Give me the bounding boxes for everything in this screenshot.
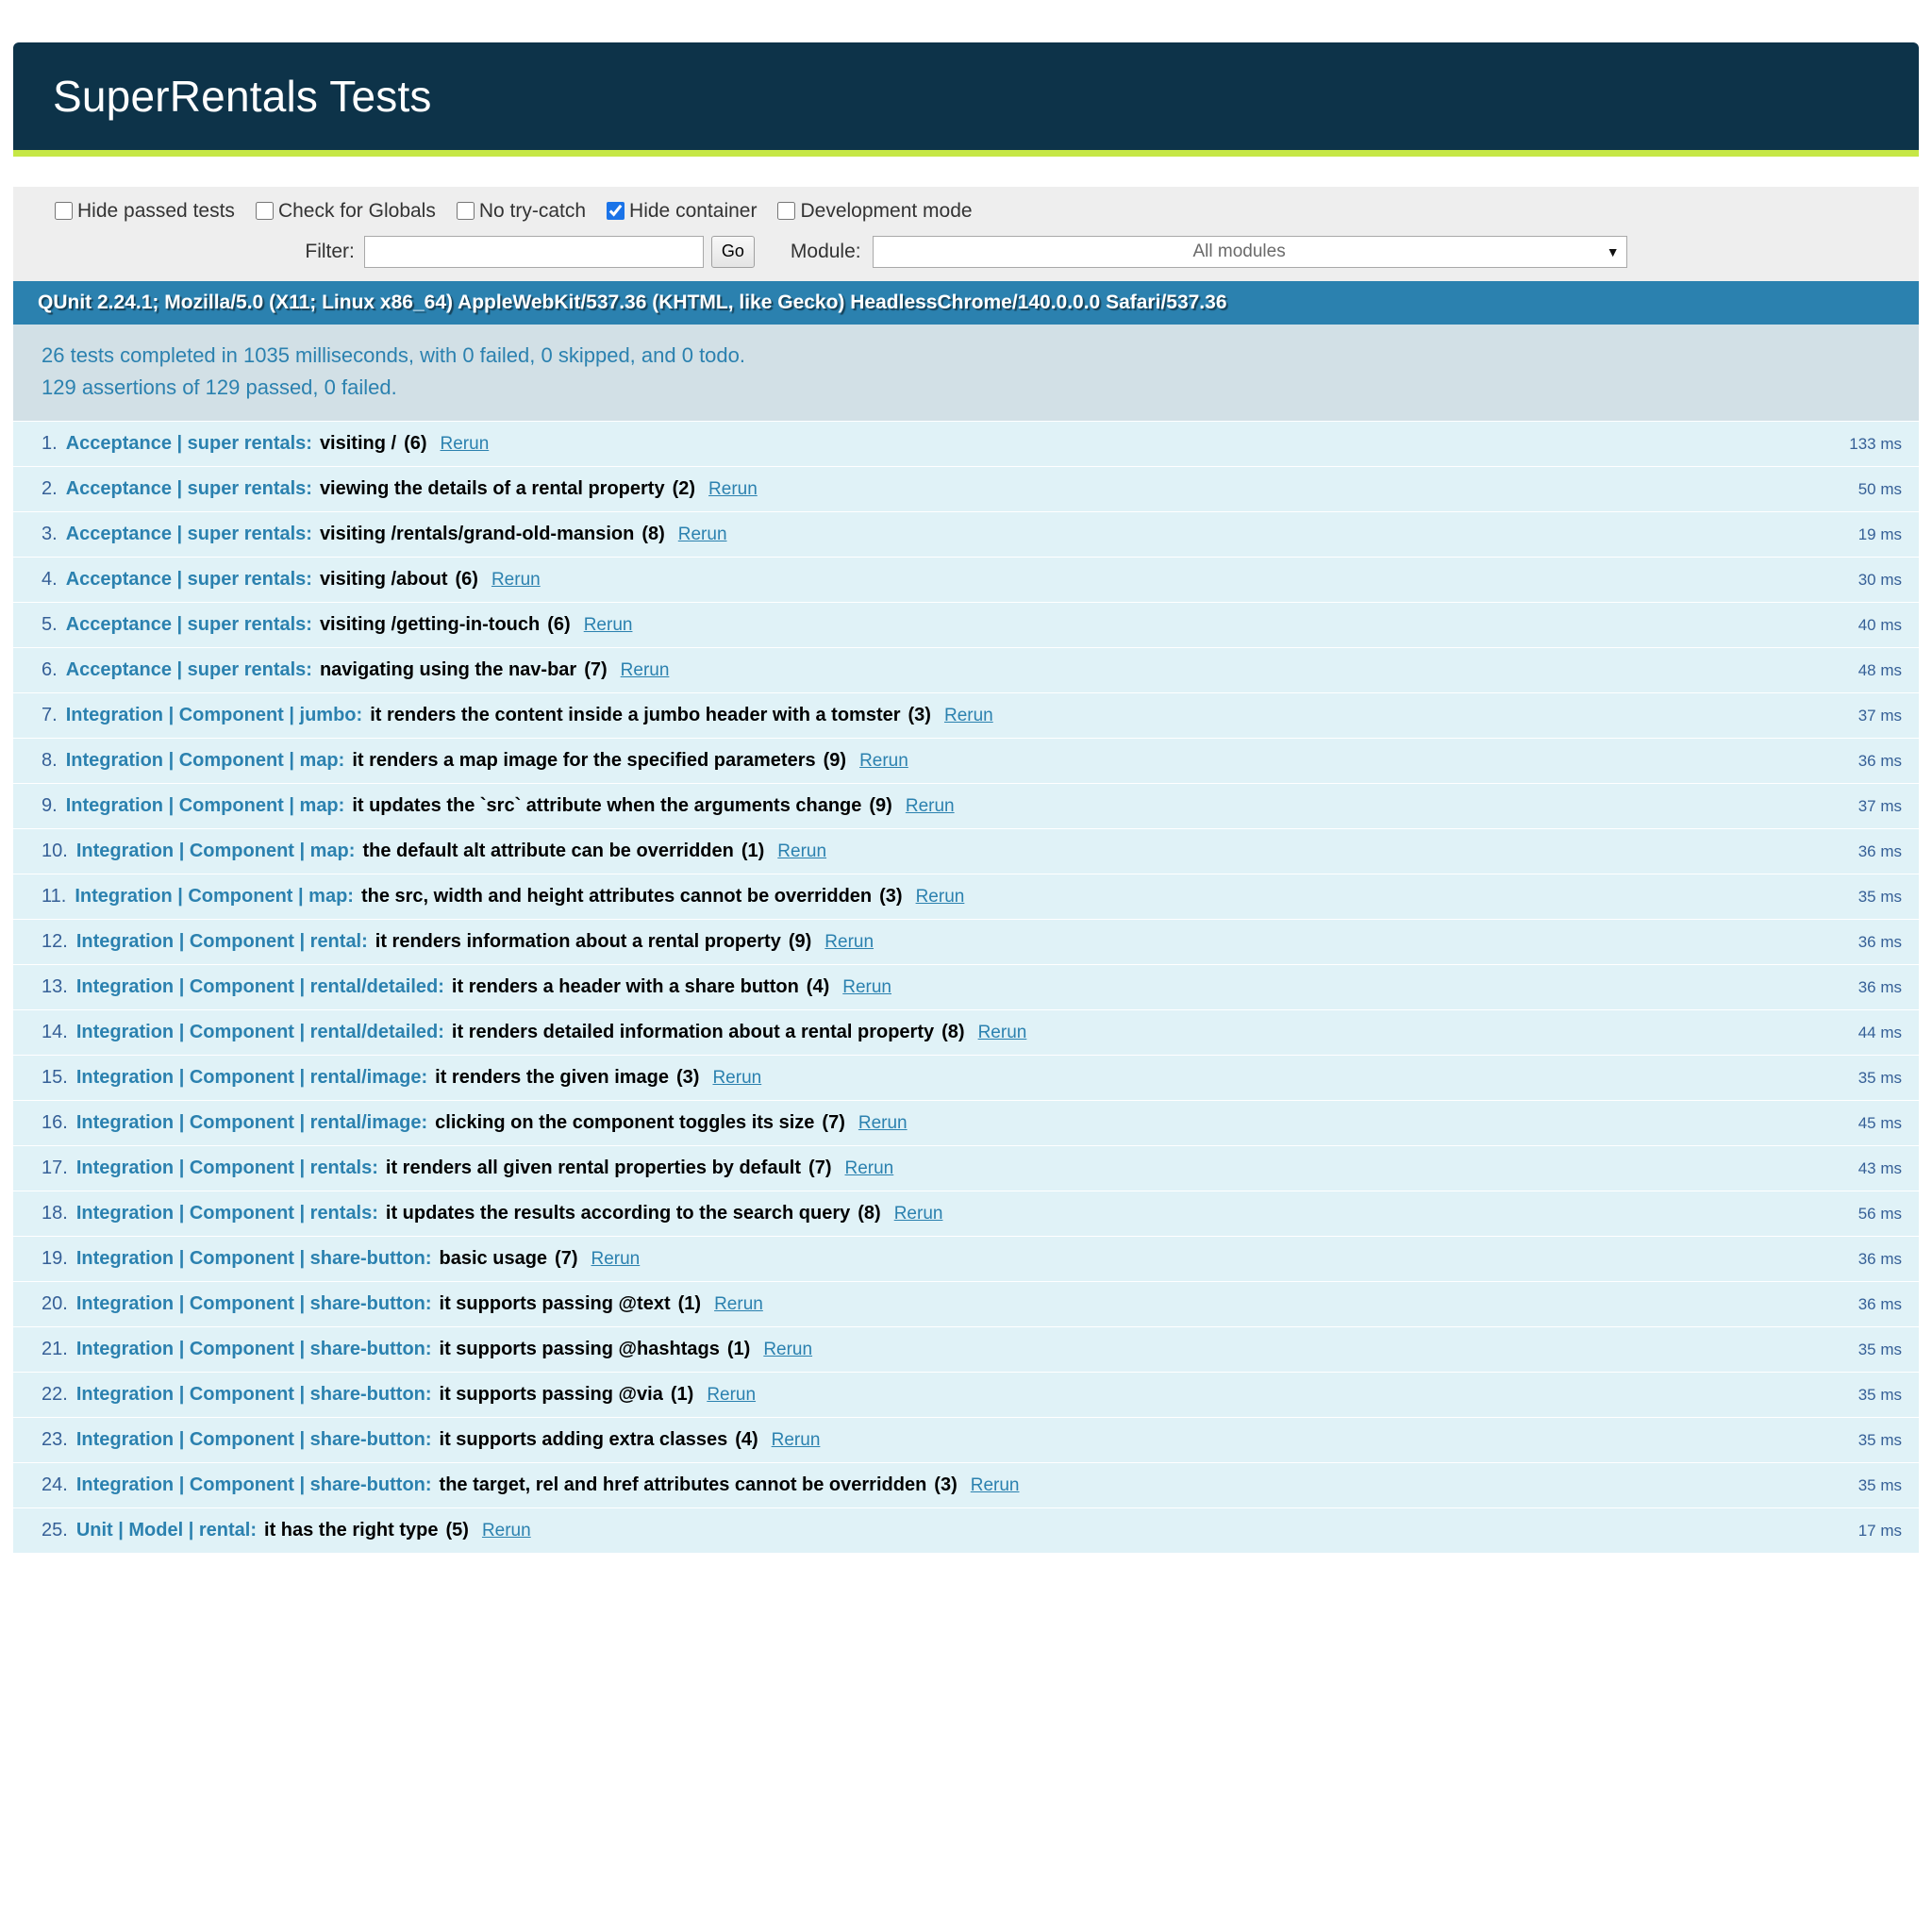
test-runtime: 36 ms [1857,841,1902,860]
assertion-counts: (3) [908,704,931,725]
test-list-item[interactable] [13,1237,1919,1282]
test-module-name: Integration | Component | share-button: [75,1338,432,1359]
test-result-summary [13,325,1919,422]
test-module-name: Integration | Component | share-button: [75,1474,432,1495]
test-module-name: Integration | Component | rental/detailed: [75,1021,444,1042]
test-name: it supports passing @hashtags [439,1338,720,1359]
test-module-name: Acceptance | super rentals: [65,477,312,499]
test-list-item[interactable] [13,784,1919,829]
rerun-link[interactable]: Rerun [777,841,827,861]
rerun-link[interactable]: Rerun [707,1384,757,1405]
test-index: 10. [42,840,68,861]
test-module-name: Integration | Component | rentals: [75,1202,378,1224]
test-index: 24. [42,1474,68,1495]
test-list-item[interactable] [13,920,1919,965]
test-name: viewing the details of a rental property [319,477,665,499]
test-list-item[interactable] [13,1463,1919,1508]
assertion-counts: (1) [726,1338,751,1359]
test-runtime: 35 ms [1857,1385,1902,1404]
filter-label: Filter: [305,240,355,262]
rerun-link[interactable]: Rerun [440,433,490,454]
test-module-name: Integration | Component | rentals: [75,1157,378,1178]
rerun-link[interactable]: Rerun [893,1203,943,1224]
test-module-name: Integration | Component | rental/image: [75,1111,428,1133]
test-runtime: 36 ms [1857,1249,1902,1268]
rerun-link[interactable]: Rerun [583,614,633,635]
test-list-item[interactable] [13,1373,1919,1418]
toolbar-checkbox-check-for-globals[interactable] [256,200,436,223]
hide-container-label: Hide container [629,199,758,222]
test-index: 20. [42,1292,68,1314]
test-module-name: Integration | Component | rental: [75,930,368,952]
no-try-catch-label: No try-catch [478,199,587,222]
test-list-item[interactable] [13,1191,1919,1237]
test-module-name: Acceptance | super rentals: [65,568,312,590]
toolbar-checkbox-hide-passed-tests[interactable] [55,200,235,223]
test-index: 13. [42,975,68,997]
test-module-name: Integration | Component | map: [75,885,354,907]
test-index: 11. [42,885,67,907]
page-title: SuperRentals Tests [13,42,1919,157]
test-module-name: Acceptance | super rentals: [65,432,312,454]
test-list-item[interactable] [13,1418,1919,1463]
test-runtime: 36 ms [1857,932,1902,951]
toolbar-filter-checkboxes [13,187,1919,232]
test-name: it renders a map image for the specified parameters [352,749,816,771]
assertion-counts: (5) [445,1519,469,1541]
test-name: visiting / [319,432,397,454]
test-module-name: Acceptance | super rentals: [65,613,312,635]
test-runtime: 35 ms [1857,887,1902,906]
test-index: 16. [42,1111,68,1133]
go-button[interactable]: Go [711,236,755,268]
test-index: 17. [42,1157,68,1178]
rerun-link[interactable]: Rerun [970,1474,1020,1495]
hide-passed-tests-checkbox[interactable] [55,202,73,220]
toolbar-checkbox-no-try-catch[interactable] [457,200,586,223]
test-index: 12. [42,930,68,952]
rerun-link[interactable]: Rerun [844,1158,894,1178]
test-list-item[interactable] [13,422,1919,467]
test-runtime: 36 ms [1857,751,1902,770]
test-list-item[interactable] [13,467,1919,512]
test-list-item[interactable] [13,603,1919,648]
test-index: 14. [42,1021,68,1042]
test-name: it renders all given rental properties by default [385,1157,802,1178]
test-module-name: Integration | Component | share-button: [75,1383,432,1405]
test-name: visiting /about [319,568,448,590]
search-input[interactable] [364,236,704,268]
test-index: 25. [42,1519,68,1541]
assertion-counts: (8) [641,523,665,544]
assertion-counts: (9) [823,749,847,771]
test-list [13,422,1919,1554]
chevron-down-icon: ▼ [1606,243,1620,259]
test-result-line-2: 129 assertions of 129 passed, 0 failed. [42,375,397,399]
rerun-link[interactable]: Rerun [677,524,727,544]
assertion-counts: (7) [584,658,608,680]
module-label: Module: [790,240,861,262]
test-name: it supports passing @text [439,1292,671,1314]
test-name: it renders a header with a share button [451,975,799,997]
test-module-name: Integration | Component | jumbo: [65,704,363,725]
test-name: it supports adding extra classes [439,1428,728,1450]
assertion-counts: (6) [547,613,571,635]
test-runtime: 40 ms [1857,615,1902,634]
toolbar-filter-row [13,232,1919,281]
test-runtime: 44 ms [1857,1023,1902,1041]
test-name: it renders detailed information about a rental property [451,1021,935,1042]
test-list-item[interactable] [13,829,1919,874]
rerun-link[interactable]: Rerun [708,478,758,499]
test-module-name: Integration | Component | rental/detailed: [75,975,444,997]
qunit-toolbar [13,186,1919,281]
test-list-item[interactable] [13,1282,1919,1327]
test-name: basic usage [439,1247,548,1269]
no-try-catch-checkbox[interactable] [457,202,475,220]
test-runtime: 37 ms [1857,706,1902,724]
test-module-name: Acceptance | super rentals: [65,523,312,544]
test-index: 9. [42,794,58,816]
test-index: 19. [42,1247,68,1269]
assertion-counts: (9) [869,794,892,816]
test-index: 2. [42,477,58,499]
test-module-name: Integration | Component | map: [75,840,356,861]
toolbar-checkbox-development-mode[interactable] [777,200,972,223]
test-list-item[interactable] [13,1101,1919,1146]
test-name: visiting /rentals/grand-old-mansion [319,523,635,544]
test-index: 23. [42,1428,68,1450]
test-runtime: 19 ms [1857,525,1902,543]
rerun-link[interactable]: Rerun [591,1248,641,1269]
assertion-counts: (3) [879,885,903,907]
test-result-line-1: 26 tests completed in 1035 milliseconds, with 0 failed, 0 skipped, and 0 todo. [42,342,746,367]
test-runtime: 35 ms [1857,1475,1902,1494]
test-runtime: 50 ms [1857,479,1902,498]
test-index: 7. [42,704,58,725]
test-index: 6. [42,658,58,680]
test-index: 8. [42,749,58,771]
test-list-item[interactable] [13,512,1919,558]
test-name: it updates the results according to the search query [385,1202,851,1224]
test-index: 5. [42,613,58,635]
test-name: visiting /getting-in-touch [319,613,541,635]
test-runtime: 133 ms [1849,434,1902,453]
qunit-container [13,42,1919,1554]
test-module-name: Integration | Component | map: [65,794,345,816]
test-module-name: Unit | Model | rental: [75,1519,258,1541]
development-mode-label: Development mode [800,199,973,222]
test-index: 1. [42,432,58,454]
check-for-globals-label: Check for Globals [277,199,436,222]
rerun-link[interactable]: Rerun [977,1022,1027,1042]
test-module-name: Integration | Component | map: [65,749,345,771]
test-module-name: Integration | Component | rental/image: [75,1066,428,1088]
test-name: it renders the given image [435,1066,669,1088]
test-runtime: 43 ms [1857,1158,1902,1177]
assertion-counts: (1) [741,840,765,861]
test-module-name: Acceptance | super rentals: [65,658,312,680]
test-runtime: 30 ms [1857,570,1902,589]
rerun-link[interactable]: Rerun [481,1520,531,1541]
module-select[interactable] [873,236,1627,268]
assertion-counts: (7) [822,1111,845,1133]
assertion-counts: (1) [670,1383,694,1405]
rerun-link[interactable]: Rerun [905,795,955,816]
test-name: the src, width and height attributes cannot be overridden [360,885,873,907]
test-index: 21. [42,1338,68,1359]
test-runtime: 35 ms [1857,1340,1902,1358]
test-name: it renders the content inside a jumbo header with a tomster [370,704,901,725]
test-runtime: 37 ms [1857,796,1902,815]
assertion-counts: (2) [672,477,696,499]
test-name: clicking on the component toggles its size [435,1111,815,1133]
test-index: 22. [42,1383,68,1405]
hide-passed-tests-label: Hide passed tests [77,199,235,222]
test-module-name: Integration | Component | share-button: [75,1247,432,1269]
test-list-item[interactable] [13,874,1919,920]
test-index: 15. [42,1066,68,1088]
test-runtime: 45 ms [1857,1113,1902,1132]
rerun-link[interactable]: Rerun [771,1429,821,1450]
module-select-value[interactable]: All modules [873,236,1627,268]
test-list-item[interactable] [13,739,1919,784]
test-list-item[interactable] [13,1010,1919,1056]
test-name: it supports passing @via [439,1383,663,1405]
assertion-counts: (8) [858,1202,881,1224]
assertion-counts: (3) [676,1066,700,1088]
test-module-name: Integration | Component | share-button: [75,1292,432,1314]
test-list-item[interactable] [13,558,1919,603]
test-list-item[interactable] [13,1508,1919,1554]
rerun-link[interactable]: Rerun [859,750,908,771]
test-list-item[interactable] [13,1327,1919,1373]
test-name: the default alt attribute can be overridden [362,840,734,861]
assertion-counts: (3) [934,1474,958,1495]
test-runtime: 56 ms [1857,1204,1902,1223]
rerun-link[interactable]: Rerun [491,569,541,590]
rerun-link[interactable]: Rerun [858,1112,908,1133]
test-runtime: 36 ms [1857,977,1902,996]
rerun-link[interactable]: Rerun [842,976,891,997]
assertion-counts: (4) [735,1428,758,1450]
test-name: it renders information about a rental property [375,930,781,952]
test-index: 3. [42,523,58,544]
rerun-link[interactable]: Rerun [915,886,965,907]
toolbar-checkbox-hide-container[interactable] [607,200,757,223]
test-runtime: 35 ms [1857,1068,1902,1087]
rerun-link[interactable]: Rerun [763,1339,813,1359]
test-name: it updates the `src` attribute when the arguments change [352,794,862,816]
useragent-banner: QUnit 2.24.1; Mozilla/5.0 (X11; Linux x86_64) AppleWebKit/537.36 (KHTML, like Gecko) HeadlessChrome/140.0.0.0 Safari/537.36 [13,281,1919,325]
assertion-counts: (4) [806,975,830,997]
assertion-counts: (7) [555,1247,578,1269]
test-name: it has the right type [264,1519,439,1541]
assertion-counts: (1) [677,1292,702,1314]
test-list-item[interactable] [13,648,1919,693]
test-list-item[interactable] [13,693,1919,739]
assertion-counts: (6) [455,568,478,590]
rerun-link[interactable]: Rerun [714,1293,763,1314]
assertion-counts: (8) [941,1021,965,1042]
development-mode-checkbox[interactable] [777,202,795,220]
test-list-item[interactable] [13,1056,1919,1101]
check-for-globals-checkbox[interactable] [256,202,274,220]
test-name: navigating using the nav-bar [319,658,577,680]
assertion-counts: (6) [404,432,427,454]
test-list-item[interactable] [13,965,1919,1010]
test-runtime: 36 ms [1857,1294,1902,1313]
test-runtime: 35 ms [1857,1430,1902,1449]
test-list-item[interactable] [13,1146,1919,1191]
test-index: 18. [42,1202,68,1224]
test-module-name: Integration | Component | share-button: [75,1428,432,1450]
rerun-link[interactable]: Rerun [824,931,874,952]
rerun-link[interactable]: Rerun [943,705,993,725]
rerun-link[interactable]: Rerun [620,659,670,680]
hide-container-checkbox[interactable] [607,202,625,220]
assertion-counts: (7) [808,1157,832,1178]
test-index: 4. [42,568,58,590]
test-runtime: 17 ms [1857,1521,1902,1540]
rerun-link[interactable]: Rerun [712,1067,762,1088]
assertion-counts: (9) [788,930,812,952]
test-runtime: 48 ms [1857,660,1902,679]
test-name: the target, rel and href attributes cannot be overridden [439,1474,927,1495]
